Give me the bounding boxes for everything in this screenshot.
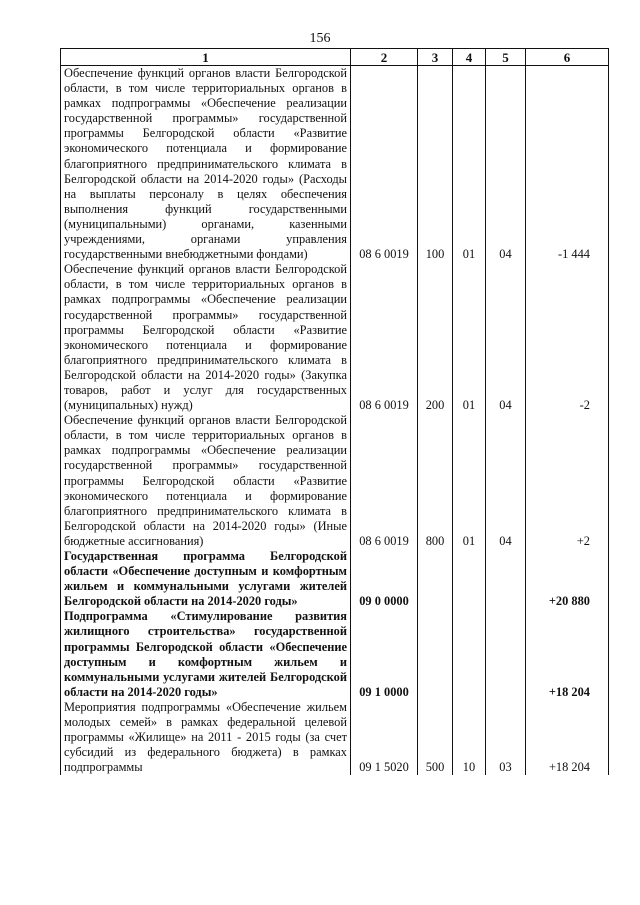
row-description: Мероприятия подпрограммы «Обеспечение жильем молодых семей» в рамках федеральной целевой программы «Жилище» на 2011 - 2015 годы (за счет субсидий из федерального бюджета) в рамках подпрограммы bbox=[61, 700, 351, 775]
row-amount: -2 bbox=[526, 262, 609, 413]
row-amount: -1 444 bbox=[526, 66, 609, 263]
row-subsection: 04 bbox=[486, 66, 526, 263]
table-row bbox=[61, 549, 609, 609]
row-section: 01 bbox=[453, 66, 486, 263]
row-section: 10 bbox=[453, 700, 486, 775]
row-expense-type: 800 bbox=[418, 413, 453, 549]
row-description: Обеспечение функций органов власти Белгородской области, в том числе территориальных органов в рамках подпрограммы «Обеспечение реализации государственной программы» государственной программы Белгородской области «Развитие экономического потенциала и формирование благоприятного предпринимательского климата в Белгородской области на 2014-2020 годы» (Закупка товаров, работ и услуг для государственных (муниципальных) нужд) bbox=[61, 262, 351, 413]
header-col-6: 6 bbox=[526, 49, 609, 66]
row-description: Обеспечение функций органов власти Белгородской области, в том числе территориальных органов в рамках подпрограммы «Обеспечение реализации государственной программы» государственной программы Белгородской области «Развитие экономического потенциала и формирование благоприятного предпринимательского климата в Белгородской области на 2014-2020 годы» (Расходы на выплаты персоналу в целях обеспечения выполнения функций государственными (муниципальными) органами, казенными учреждениями, органами управления государственными внебюджетными фондами) bbox=[61, 66, 351, 263]
row-expense-type: 100 bbox=[418, 66, 453, 263]
header-col-1: 1 bbox=[61, 49, 351, 66]
row-target-article: 08 6 0019 bbox=[351, 262, 418, 413]
header-col-2: 2 bbox=[351, 49, 418, 66]
table-row bbox=[61, 262, 609, 413]
row-expense-type: 200 bbox=[418, 262, 453, 413]
table-header-row bbox=[61, 49, 609, 66]
row-target-article: 08 6 0019 bbox=[351, 66, 418, 263]
table-row bbox=[61, 700, 609, 775]
row-subsection: 04 bbox=[486, 262, 526, 413]
row-description: Обеспечение функций органов власти Белгородской области, в том числе территориальных органов в рамках подпрограммы «Обеспечение реализации государственной программы» государственной программы Белгородской области «Развитие экономического потенциала и формирование благоприятного предпринимательского климата в Белгородской области на 2014-2020 годы» (Иные бюджетные ассигнования) bbox=[61, 413, 351, 549]
row-expense-type bbox=[418, 549, 453, 609]
row-section: 01 bbox=[453, 413, 486, 549]
row-target-article: 08 6 0019 bbox=[351, 413, 418, 549]
page-number: 156 bbox=[309, 31, 331, 46]
row-target-article: 09 0 0000 bbox=[351, 549, 418, 609]
row-subsection bbox=[486, 549, 526, 609]
row-section: 01 bbox=[453, 262, 486, 413]
row-expense-type bbox=[418, 609, 453, 700]
row-amount: +18 204 bbox=[526, 609, 609, 700]
table-row bbox=[61, 609, 609, 700]
table-row bbox=[61, 413, 609, 549]
header-col-3: 3 bbox=[418, 49, 453, 66]
row-section bbox=[453, 609, 486, 700]
row-section bbox=[453, 549, 486, 609]
row-subsection: 04 bbox=[486, 413, 526, 549]
row-amount: +20 880 bbox=[526, 549, 609, 609]
row-target-article: 09 1 0000 bbox=[351, 609, 418, 700]
row-subsection: 03 bbox=[486, 700, 526, 775]
row-target-article: 09 1 5020 bbox=[351, 700, 418, 775]
header-col-5: 5 bbox=[486, 49, 526, 66]
row-description: Подпрограмма «Стимулирование развития жилищного строительства» государственной программы Белгородской области «Обеспечение доступным и комфортным жильем и коммунальными услугами жителей Белгородской области на 2014-2020 годы» bbox=[61, 609, 351, 700]
row-expense-type: 500 bbox=[418, 700, 453, 775]
row-description: Государственная программа Белгородской области «Обеспечение доступным и комфортным жильем и коммунальными услугами жителей Белгородской области на 2014-2020 годы» bbox=[61, 549, 351, 609]
row-amount: +2 bbox=[526, 413, 609, 549]
row-amount: +18 204 bbox=[526, 700, 609, 775]
row-subsection bbox=[486, 609, 526, 700]
budget-table bbox=[60, 48, 609, 775]
table-row bbox=[61, 66, 609, 263]
header-col-4: 4 bbox=[453, 49, 486, 66]
